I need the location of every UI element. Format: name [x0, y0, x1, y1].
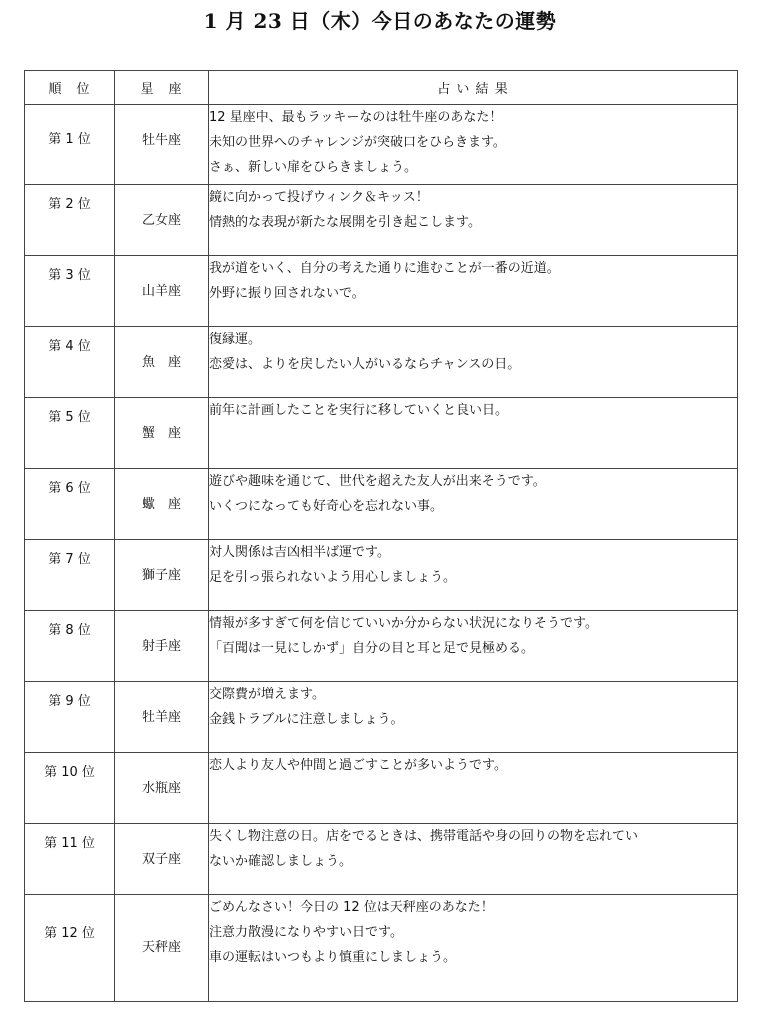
header-result: 占 い 結 果 — [209, 71, 738, 105]
table-row — [25, 895, 738, 1002]
result-line: 足を引っ張られないよう用心しましょう。 — [209, 570, 457, 585]
sign-label: 射手座 — [141, 639, 181, 654]
result-line: 恋人より友人や仲間と過ごすことが多いようです。 — [209, 758, 507, 773]
result-line: 金銭トラブルに注意しましょう。 — [209, 712, 404, 727]
result-line: 恋愛は、よりを戻したい人がいるならチャンスの日。 — [209, 357, 521, 372]
result-cell — [209, 256, 738, 327]
rank-label: 第 5 位 — [48, 410, 91, 425]
rank-label: 第 8 位 — [48, 623, 91, 638]
fortune-table — [24, 70, 738, 1002]
result-line: 鏡に向かって投げウィンク＆キッス！ — [209, 190, 429, 205]
header-row — [25, 71, 738, 105]
sign-label: 牡牛座 — [141, 133, 181, 148]
sign-label: 天秤座 — [141, 940, 181, 955]
table-row — [25, 327, 738, 398]
sign-cell — [115, 469, 209, 540]
result-line: 遊びや趣味を通じて、世代を超えた友人が出来そうです。 — [209, 474, 546, 489]
rank-label: 第 2 位 — [48, 197, 91, 212]
rank-cell — [25, 256, 115, 327]
rank-label: 第 7 位 — [48, 552, 91, 567]
result-cell — [209, 753, 738, 824]
sign-cell — [115, 256, 209, 327]
sign-cell — [115, 682, 209, 753]
result-line: 前年に計画したことを実行に移していくと良い日。 — [209, 403, 509, 418]
rank-label: 第 12 位 — [44, 926, 95, 941]
table-row — [25, 256, 738, 327]
result-line: 「百聞は一見にしかず」自分の目と耳と足で見極める。 — [209, 641, 535, 656]
sign-label: 獅子座 — [141, 568, 181, 583]
sign-cell — [115, 611, 209, 682]
sign-cell — [115, 895, 209, 1002]
table-row — [25, 611, 738, 682]
header-sign: 星 座 — [115, 71, 209, 105]
rank-cell — [25, 398, 115, 469]
result-cell — [209, 611, 738, 682]
rank-label: 第 4 位 — [48, 339, 91, 354]
rank-cell — [25, 682, 115, 753]
rank-label: 第 1 位 — [48, 132, 91, 147]
table-body — [25, 105, 738, 1002]
rank-cell — [25, 611, 115, 682]
rank-cell — [25, 824, 115, 895]
sign-cell — [115, 753, 209, 824]
table-row — [25, 753, 738, 824]
rank-cell — [25, 540, 115, 611]
result-line: 情報が多すぎて何を信じていいか分からない状況になりそうです。 — [209, 616, 598, 631]
sign-label: 山羊座 — [141, 284, 181, 299]
result-line: 対人関係は吉凶相半ば運です。 — [209, 545, 390, 560]
page-title: 1 月 23 日（木）今日のあなたの運勢 — [203, 9, 557, 33]
sign-cell — [115, 540, 209, 611]
table-row — [25, 540, 738, 611]
rank-cell — [25, 327, 115, 398]
rank-label: 第 10 位 — [44, 765, 95, 780]
rank-label: 第 6 位 — [48, 481, 91, 496]
rank-label: 第 3 位 — [48, 268, 91, 283]
sign-label: 牡羊座 — [141, 710, 181, 725]
result-line: ごめんなさい！今日の 12 位は天秤座のあなた！ — [209, 900, 494, 915]
sign-label: 蠍 座 — [141, 497, 181, 512]
sign-label: 双子座 — [141, 852, 181, 867]
result-line: 外野に振り回されないで。 — [209, 286, 365, 301]
result-cell — [209, 895, 738, 1002]
table-row — [25, 105, 738, 185]
result-cell — [209, 105, 738, 185]
sign-label: 水瓶座 — [141, 781, 181, 796]
result-line: 車の運転はいつもより慎重にしましょう。 — [209, 950, 457, 965]
result-cell — [209, 540, 738, 611]
sign-label: 蟹 座 — [141, 426, 181, 441]
result-line: さぁ、新しい扉をひらきましょう。 — [209, 160, 418, 175]
result-line: 12 星座中、最もラッキーなのは牡牛座のあなた！ — [209, 110, 503, 125]
result-cell — [209, 682, 738, 753]
result-line: 我が道をいく、自分の考えた通りに進むことが一番の近道。 — [209, 261, 560, 276]
result-line: いくつになっても好奇心を忘れない事。 — [209, 499, 444, 514]
result-line: 交際費が増えます。 — [209, 687, 325, 702]
sign-cell — [115, 105, 209, 185]
rank-cell — [25, 469, 115, 540]
sign-cell — [115, 398, 209, 469]
result-cell — [209, 398, 738, 469]
table-row — [25, 469, 738, 540]
sign-cell — [115, 185, 209, 256]
result-cell — [209, 469, 738, 540]
table-row — [25, 398, 738, 469]
rank-cell — [25, 753, 115, 824]
table-row — [25, 185, 738, 256]
sign-cell — [115, 824, 209, 895]
result-cell — [209, 824, 738, 895]
header-rank: 順 位 — [25, 71, 115, 105]
result-cell — [209, 185, 738, 256]
sign-label: 魚 座 — [141, 355, 181, 370]
table-header — [25, 71, 738, 105]
result-line: 情熱的な表現が新たな展開を引き起こします。 — [209, 215, 481, 230]
rank-label: 第 11 位 — [44, 836, 95, 851]
rank-label: 第 9 位 — [48, 694, 91, 709]
result-line: ないか確認しましょう。 — [209, 854, 353, 869]
result-line: 失くし物注意の日。店をでるときは、携帯電話や身の回りの物を忘れてい — [209, 829, 639, 844]
table-row — [25, 682, 738, 753]
rank-cell — [25, 895, 115, 1002]
sign-label: 乙女座 — [141, 213, 181, 228]
sign-cell — [115, 327, 209, 398]
table-row — [25, 824, 738, 895]
rank-cell — [25, 105, 115, 185]
result-line: 未知の世界へのチャレンジが突破口をひらきます。 — [209, 135, 506, 150]
result-line: 復縁運。 — [209, 332, 262, 347]
rank-cell — [25, 185, 115, 256]
result-cell — [209, 327, 738, 398]
result-line: 注意力散漫になりやすい日です。 — [209, 925, 403, 940]
